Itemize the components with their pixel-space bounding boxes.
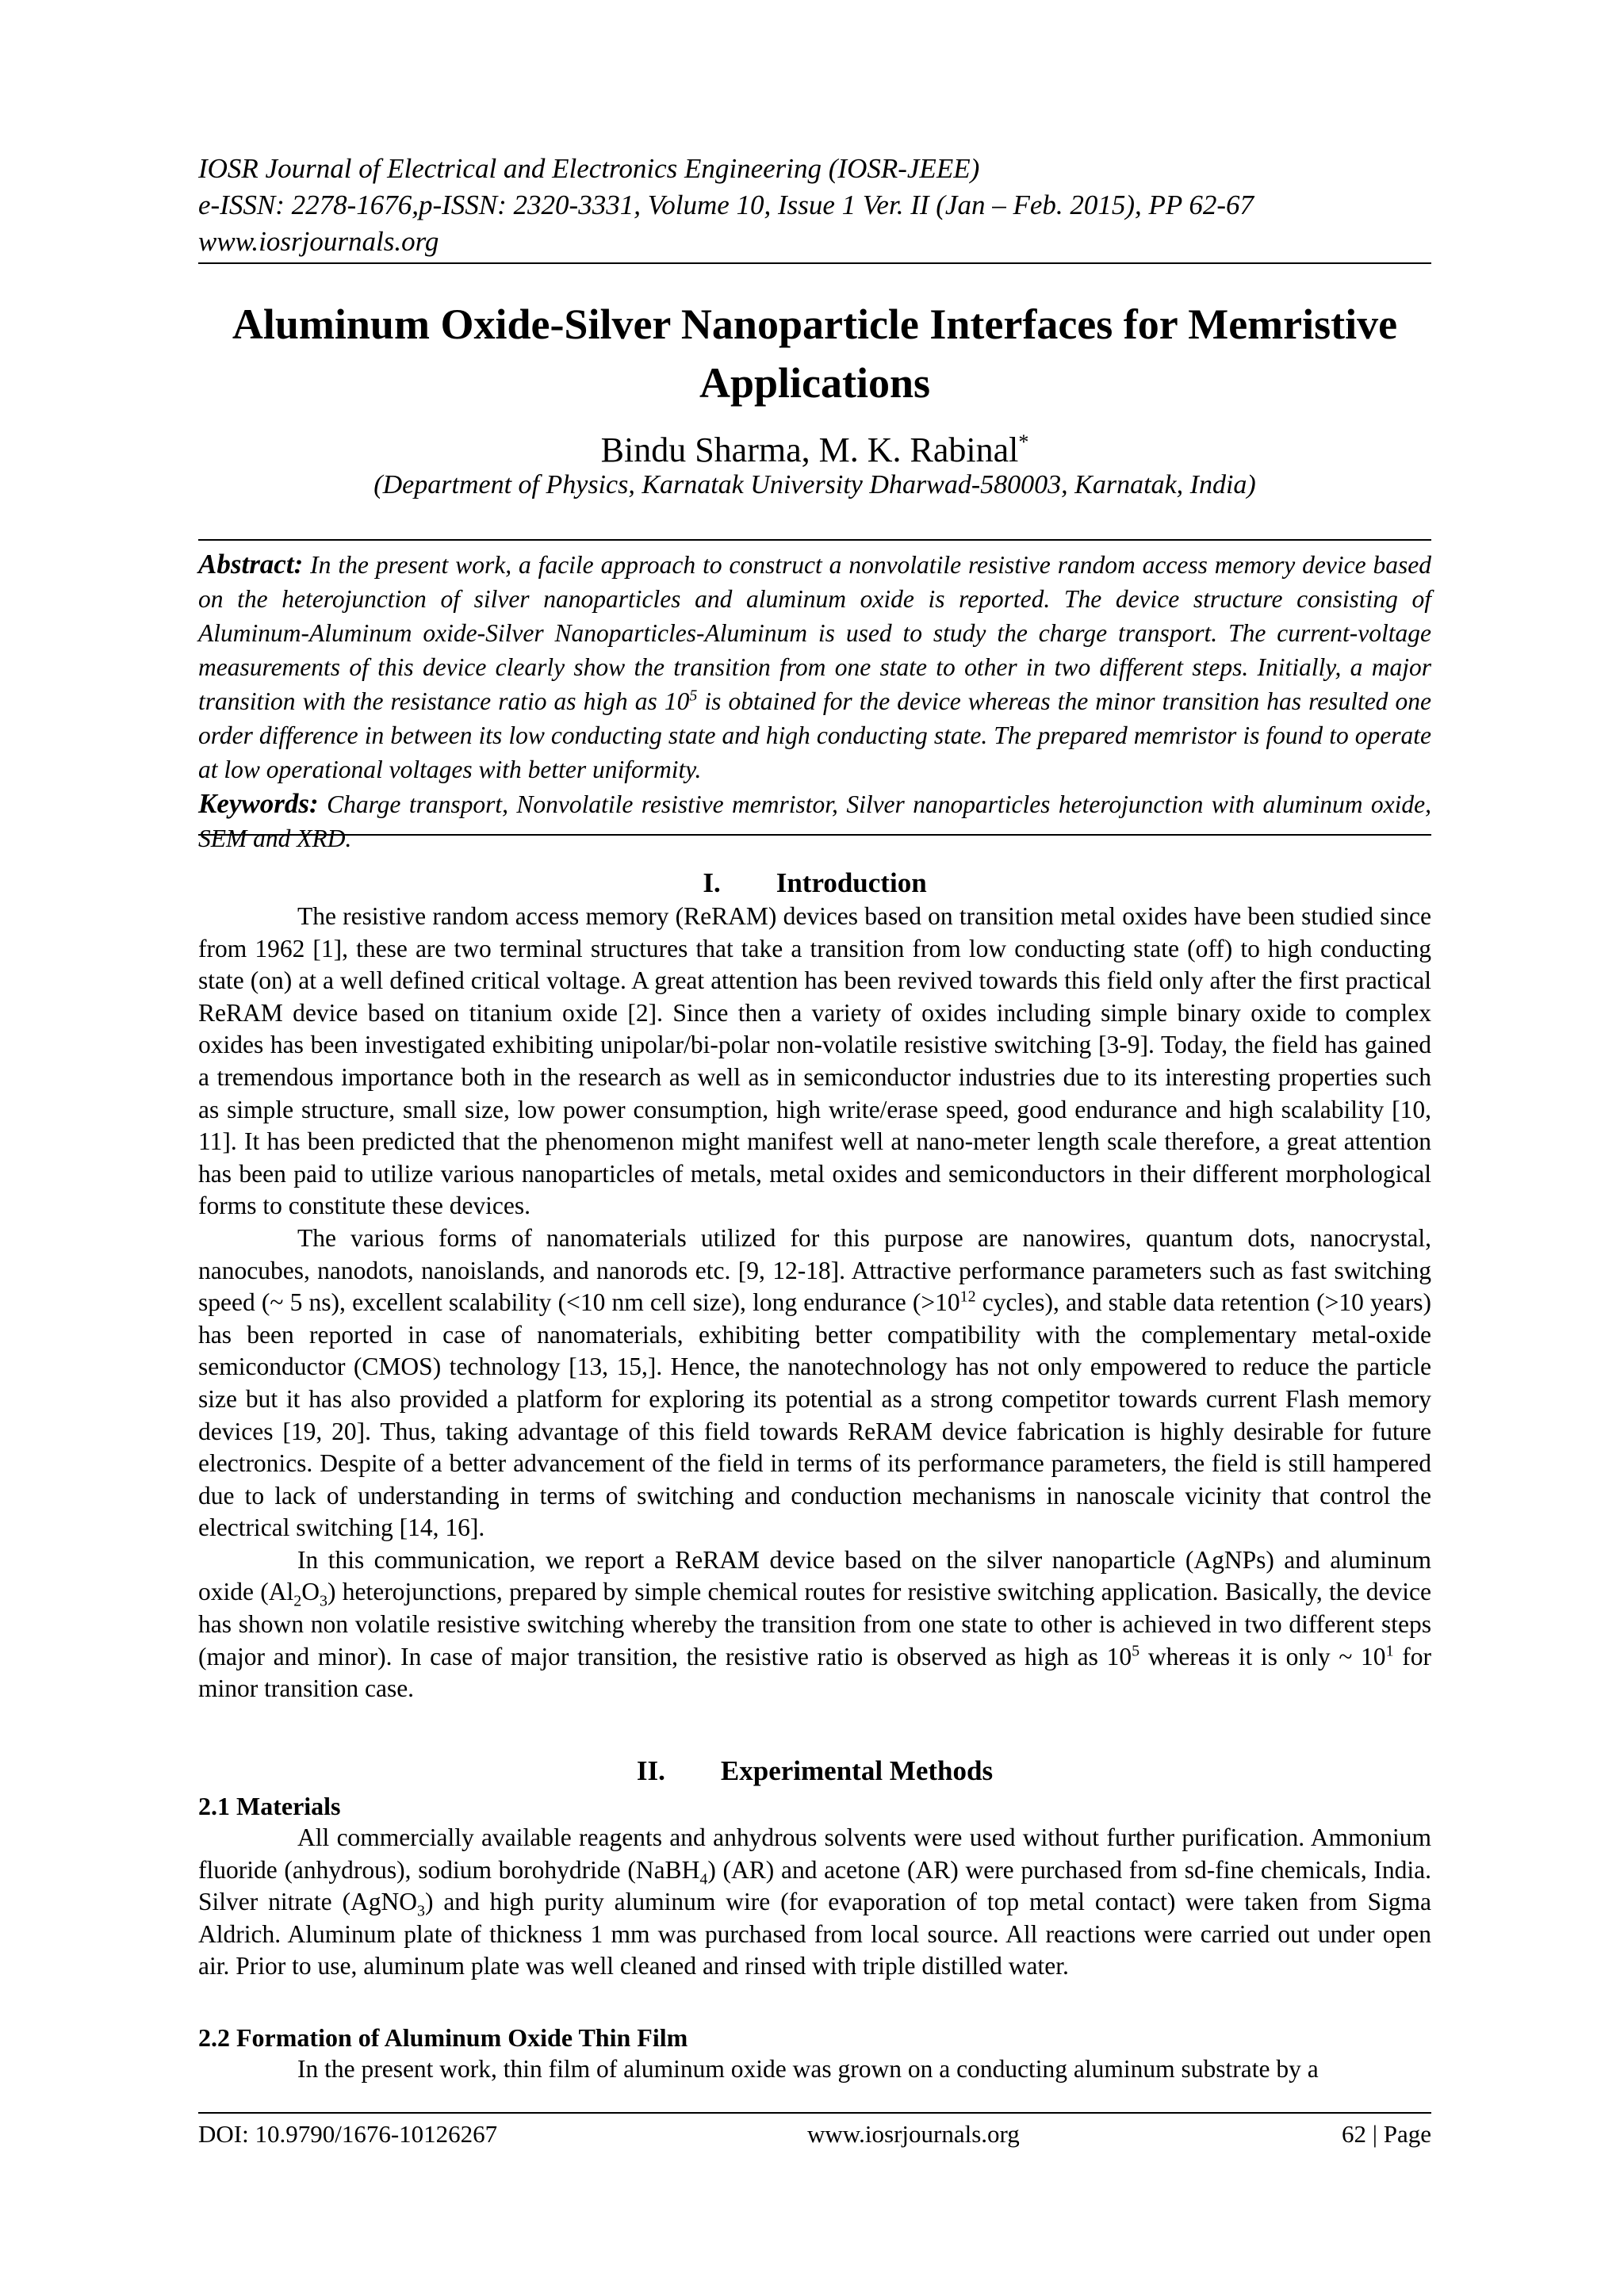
materials-sub-1: 4 [699, 1869, 708, 1888]
materials-paragraph [198, 1822, 1431, 1983]
abstract-text-b: is obtained for the device whereas the minor transition has resulted one order difference in between its low conducting state and high conducting state. The prepared memristor is found to operate at low operational voltages with better uniformity. [198, 687, 1431, 783]
keywords-label: Keywords: [198, 788, 319, 819]
section-number: II. [636, 1755, 665, 1786]
intro-p3-text-c: ) heterojunctions, prepared by simple chemical routes for resistive switching application. Basically, the device has shown non volatile resistive switching whereby the transition from one state to other is achieved in two different steps (major and minor). In case of major transition, the resistive ratio is observed as high as 10 [198, 1578, 1431, 1670]
intro-p2-sup: 12 [959, 1288, 976, 1306]
materials-text-a: All commercially available reagents and anhydrous solvents were used without further purification. Ammonium fluoride (anhydrous), sodium borohydride (NaBH [198, 1823, 1431, 1884]
abstract-paragraph [198, 547, 1431, 786]
footer-doi: DOI: 10.9790/1676-10126267 [198, 2120, 498, 2148]
intro-p2-text-b: cycles), and stable data retention (>10 years) has been reported in case of nanomaterials, exhibiting better compatibility with the complementary metal-oxide semiconductor (CMOS) technology [13, 15,]. Hence, the nanotechnology has not only empowered to reduce the particle size but it has also provided a platform for exploring its potential as a strong competitor towards current Flash memory devices [19, 20]. Thus, taking advantage of this field towards ReRAM device fabrication is highly desirable for future electronics. Despite of a better advancement of the field in terms of its performance parameters, the field is still hampered due to lack of understanding in terms of switching and conduction mechanisms in nanoscale vicinity that control the electrical switching [14, 16]. [198, 1288, 1431, 1542]
intro-paragraph-1: The resistive random access memory (ReRAM) devices based on transition metal oxides have been studied since from 1962 [1], these are two terminal structures that take a transition from low conducting state (off) to high conducting state (on) at a well defined critical voltage. A great attention has been revived towards this field only after the first practical ReRAM device based on titanium oxide [2]. Since then a variety of oxides including simple binary oxide to complex oxides has been investigated exhibiting unipolar/bi-polar non-volatile resistive switching [3-9]. Today, the field has gained a tremendous importance both in the research as well as in semiconductor industries due to its interesting properties such as simple structure, small size, low power consumption, high write/erase speed, good endurance and high scalability [10, 11]. It has been predicted that the phenomenon might manifest well at nano-meter length scale therefore, a great attention has been paid to utilize various nanoparticles of metals, metal oxides and semiconductors in their different morphological forms to constitute these devices. [198, 902, 1431, 1220]
corresponding-author-mark: * [1018, 430, 1029, 453]
paper-title: Aluminum Oxide-Silver Nanoparticle Interfaces for Memristive Applications [232, 300, 1398, 407]
section-title: Introduction [776, 867, 927, 898]
abstract-bottom-rule [198, 834, 1431, 836]
section-heading-experimental-methods [198, 1754, 1431, 1789]
intro-p3-sub-1: 2 [293, 1592, 302, 1610]
abstract-block [198, 547, 1431, 855]
intro-p3-text-b: O [301, 1578, 320, 1606]
keywords-text: Charge transport, Nonvolatile resistive memristor, Silver nanoparticles heterojunction with aluminum oxide, SEM and XRD. [198, 790, 1431, 852]
thin-film-body [198, 2053, 1431, 2086]
subsection-heading-thin-film: 2.2 Formation of Aluminum Oxide Thin Film [198, 2023, 688, 2052]
subsection-heading-materials: 2.1 Materials [198, 1792, 341, 1820]
journal-name: IOSR Journal of Electrical and Electronics Engineering (IOSR-JEEE) [198, 153, 980, 184]
section-title: Experimental Methods [720, 1755, 994, 1786]
abstract-label: Abstract: [198, 549, 304, 580]
intro-p3-text-e: for minor transition case. [198, 1642, 1431, 1703]
abstract-text-a: In the present work, a facile approach to construct a nonvolatile resistive random access memory device based on the heterojunction of silver nanoparticles and aluminum oxide is reported. The device structure consisting of Aluminum-Aluminum oxide-Silver Nanoparticles-Aluminum is used to study the charge transport. The current-voltage measurements of this device clearly show the transition from one state to other in two different steps. Initially, a major transition with the resistance ratio as high as 10 [198, 551, 1431, 715]
section-heading-introduction [198, 866, 1431, 901]
intro-p3-sup-2: 1 [1385, 1642, 1394, 1660]
intro-paragraph-2 [198, 1223, 1431, 1544]
intro-p3-text-a: In this communication, we report a ReRAM device based on the silver nanoparticle (AgNPs) and aluminum oxide (Al [198, 1545, 1431, 1606]
footer-rule [198, 2112, 1431, 2114]
affiliation: (Department of Physics, Karnatak University Dharwad-580003, Karnatak, India) [373, 470, 1256, 499]
intro-p3-sup-1: 5 [1132, 1642, 1140, 1660]
intro-p3-sub-2: 3 [319, 1592, 327, 1610]
materials-text-b: ) (AR) and acetone (AR) were purchased from sd-fine chemicals, India. Silver nitrate (AgNO [198, 1855, 1431, 1916]
keywords-paragraph [198, 786, 1431, 855]
materials-text-c: ) and high purity aluminum wire (for evaporation of top metal contact) were taken from Sigma Aldrich. Aluminum plate of thickness 1 mm was purchased from local source. All reactions were carried out under open air. Prior to use, aluminum plate was well cleaned and rinsed with triple distilled water. [198, 1888, 1431, 1980]
intro-paragraph-3 [198, 1544, 1431, 1705]
footer-website: www.iosrjournals.org [807, 2120, 1020, 2148]
authors: Bindu Sharma, M. K. Rabinal [600, 430, 1019, 469]
journal-website: www.iosrjournals.org [198, 226, 439, 257]
page-footer [198, 2118, 1431, 2150]
intro-p3-text-d: whereas it is only ~ 10 [1139, 1642, 1386, 1670]
footer-page-number: 62 | Page [1342, 2120, 1431, 2148]
journal-header [198, 151, 1431, 260]
abstract-top-rule [198, 539, 1431, 541]
abstract-sup: 5 [689, 687, 698, 705]
intro-p2-text-a: The various forms of nanomaterials utilized for this purpose are nanowires, quantum dots, nanocrystal, nanocubes, nanodots, nanoislands, and nanorods etc. [9, 12-18]. Attractive performance parameters such as fast switching speed (~ 5 ns), excellent scalability (<10 nm cell size), long endurance (>10 [198, 1223, 1431, 1317]
author-line [198, 420, 1431, 473]
section-number: I. [703, 867, 721, 898]
materials-sub-2: 3 [416, 1902, 425, 1920]
header-rule [198, 262, 1431, 264]
thin-film-paragraph: In the present work, thin film of aluminum oxide was grown on a conducting aluminum substrate by a [297, 2055, 1319, 2083]
materials-body [198, 1822, 1431, 1983]
issn-line: e-ISSN: 2278-1676,p-ISSN: 2320-3331, Volume 10, Issue 1 Ver. II (Jan – Feb. 2015), PP 62-67 [198, 189, 1254, 220]
introduction-body [198, 901, 1431, 1705]
